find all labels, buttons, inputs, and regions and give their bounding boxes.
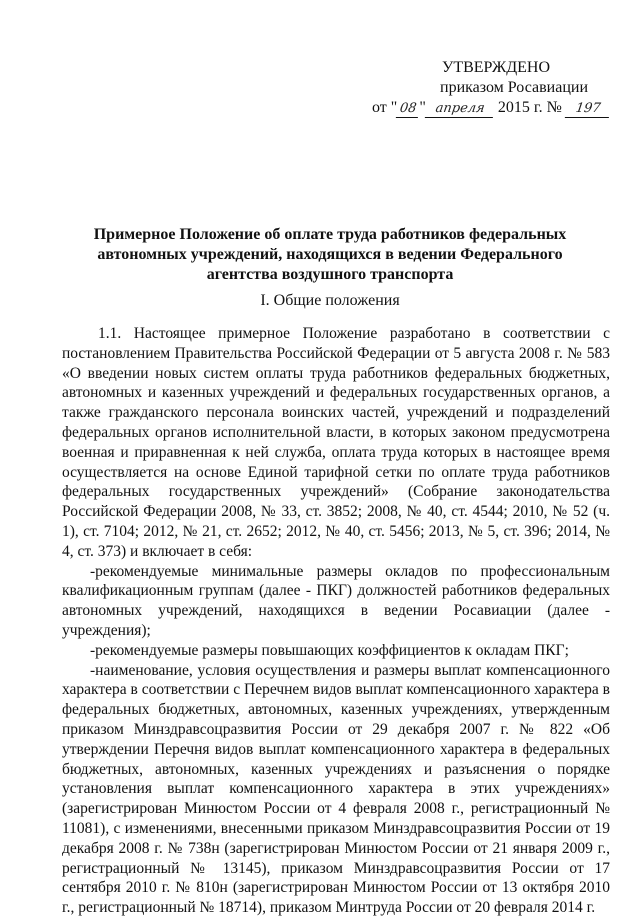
handwritten-day: 08 <box>396 101 420 118</box>
document-body <box>62 324 610 918</box>
date-prefix: от " <box>372 99 398 116</box>
section-heading: I. Общие положения <box>260 292 400 309</box>
list-item-compensation: -наименование, условия осуществления и размеры выплат компенсационного характера в соответствии с Перечнем видов выплат компенсационного характера в федеральных бюджетных, автономных, казенных учреждениях, утвержденным приказом Минздравсоцразвития России от 29 декабря 2007 г. № 822 «Об утверждении Перечня видов выплат компенсационного характера в федеральных бюджетных, автономных, казенных учреждениях и разъяснения о порядке установления выплат компенсационного характера в этих учреждениях» (зарегистрирован Минюстом России от 4 февраля 2008 г., регистрационный № 11081), с изменениями, внесенными приказом Минздравсоцразвития России от 19 декабря 2008 г. № 738н (зарегистрирован Минюстом России от 21 января 2009 г., регистрационный № 13145), приказом Минздравсоцразвития России от 17 сентября 2010 г. № 810н (зарегистрирован Минюстом России от 13 октября 2010 г., регистрационный № 18714), приказом Минтруда России от 20 февраля 2014 г. <box>62 661 610 917</box>
list-item-coefficients: -рекомендуемые размеры повышающих коэффициентов к окладам ПКГ; <box>90 641 569 659</box>
document-title: Примерное Положение об оплате труда работников федеральных автономных учреждений, находящихся в ведении Федерального агентства воздушного транспорта <box>93 226 567 283</box>
handwritten-order-number: 197 <box>565 101 611 118</box>
year-text: 2015 г. № <box>497 99 562 116</box>
approval-stamp <box>372 58 612 118</box>
approval-line2: приказом Росавиации <box>440 79 589 96</box>
approval-date-line <box>372 98 612 118</box>
approval-line1: УТВЕРЖДЕНО <box>442 59 551 76</box>
handwritten-month: апреля <box>425 101 495 118</box>
quote-close: " <box>419 99 426 116</box>
list-item-min-salaries: -рекомендуемые минимальные размеры окладов по профессиональным квалификационным группам (далее - ПКГ) должностей работников федеральных автономных учреждений, находящихся в ведении Росавиации (далее - учреждения); <box>62 562 610 639</box>
paragraph-1-1: 1.1. Настоящее примерное Положение разработано в соответствии с постановлением Правительства Российской Федерации от 5 августа 2008 г. № 583 «О введении новых систем оплаты труда работников федеральных бюджетных, автономных и казенных учреждений и федеральных государственных органов, а также гражданского персонала воинских частей, учреждений и подразделений федеральных органов исполнительной власти, в которых законом предусмотрена военная и приравненная к ней служба, оплата труда которых в настоящее время осуществляется на основе Единой тарифной сетки по оплате труда работников федеральных государственных учреждений» (Собрание законодательства Российской Федерации 2008, № 33, ст. 3852; 2008, № 40, ст. 4544; 2010, № 52 (ч. 1), ст. 7104; 2012, № 21, ст. 2652; 2012, № 40, ст. 5456; 2013, № 5, ст. 396; 2014, № 4, ст. 373) и включает в себя: <box>62 325 610 560</box>
